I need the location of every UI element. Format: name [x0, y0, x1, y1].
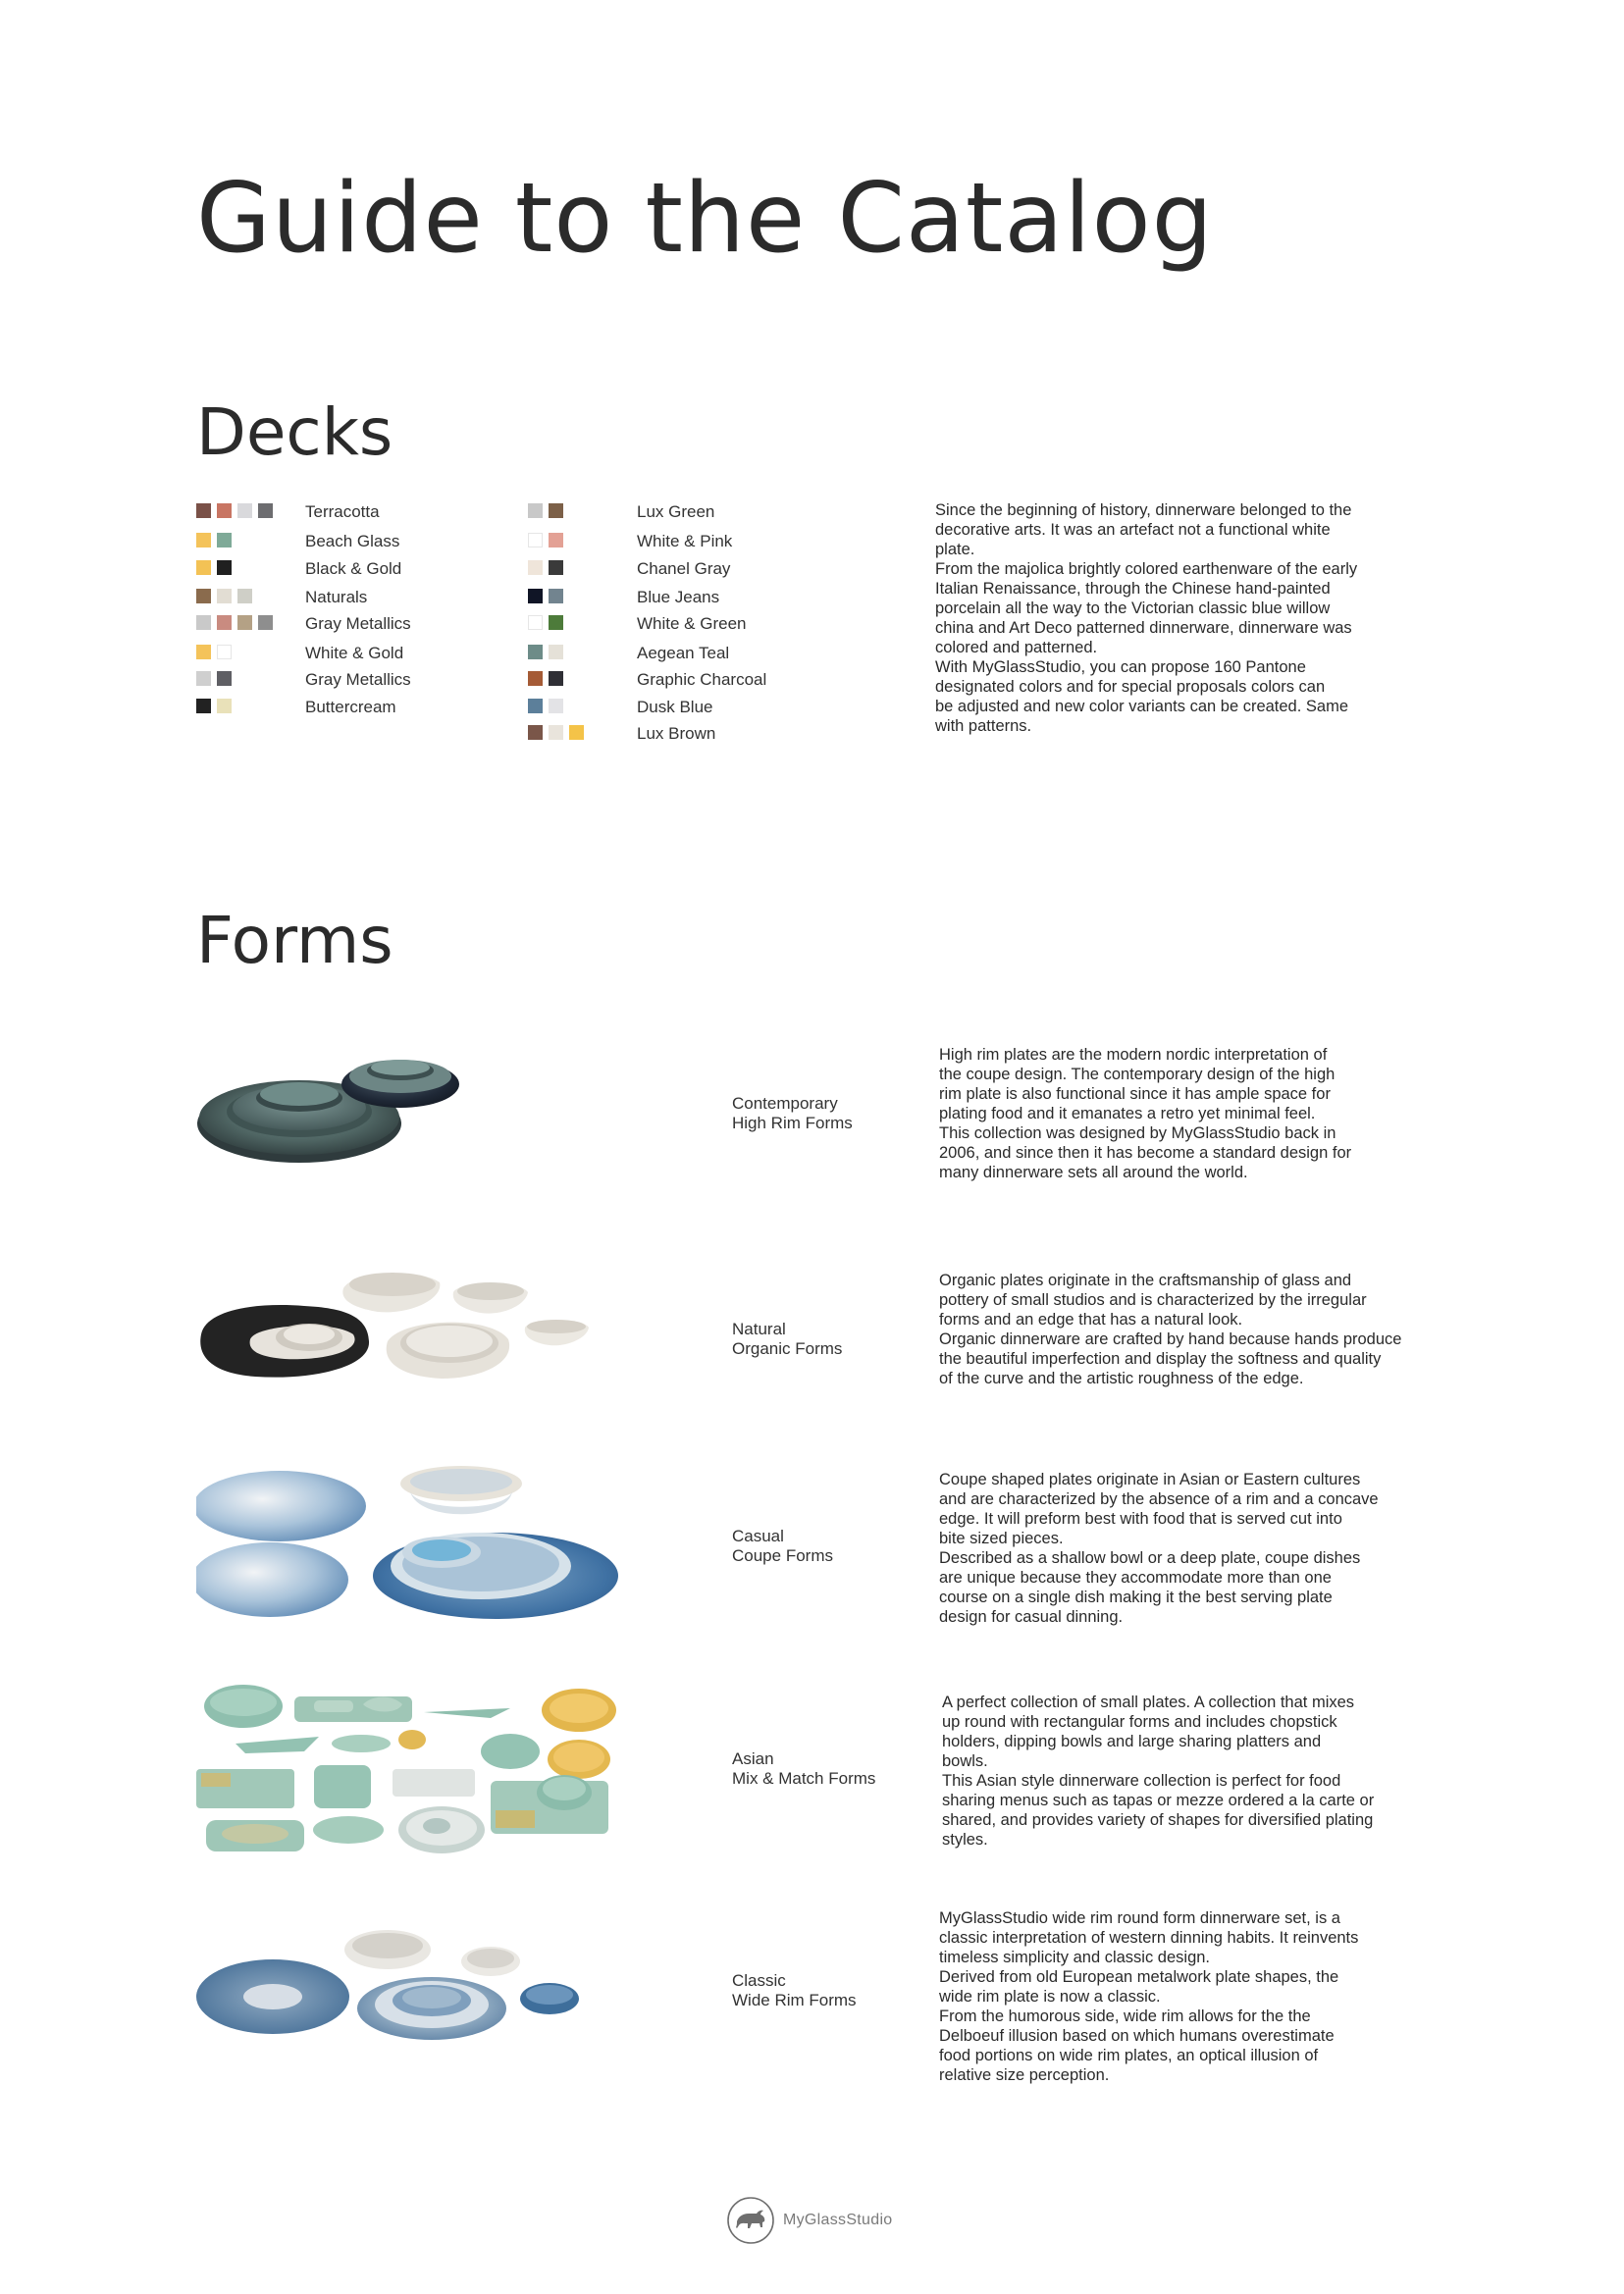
deck-label: Graphic Charcoal: [637, 670, 767, 689]
color-swatch: [196, 671, 211, 686]
color-swatch: [196, 589, 211, 603]
deck-label: Beach Glass: [305, 532, 400, 550]
color-swatch: [528, 671, 543, 686]
color-swatch: [549, 699, 563, 713]
color-swatch: [217, 533, 232, 547]
color-swatch: [196, 615, 211, 630]
form-description-high-rim: High rim plates are the modern nordic interpretation of the coupe design. The contemporary design of the high rim plate is also functional since it has ample space for plating food and it emanates a retro yet minimal feel. This collection was designed by MyGlassStudio back in 2006, and since then it has become a standard design for many dinnerware sets all around the world.: [939, 1046, 1352, 1181]
color-swatch: [217, 671, 232, 686]
color-swatch: [196, 503, 211, 518]
deck-label: White & Green: [637, 614, 747, 633]
deck-item: [196, 696, 510, 715]
decks-heading: Decks: [196, 394, 393, 470]
color-swatch: [549, 533, 563, 547]
color-swatch: [528, 645, 543, 659]
deck-swatches: [196, 560, 232, 575]
deck-item: [528, 642, 842, 661]
color-swatch: [549, 671, 563, 686]
deck-item: [196, 668, 510, 688]
deck-label: Aegean Teal: [637, 644, 730, 662]
asian-plates-image: [196, 1683, 628, 1859]
deck-swatches: [528, 560, 563, 575]
deck-swatches: [528, 533, 563, 547]
color-swatch: [196, 560, 211, 575]
color-swatch: [528, 560, 543, 575]
wide-rim-plates-image: [196, 1926, 628, 2054]
deck-swatches: [196, 615, 273, 630]
color-swatch: [217, 503, 232, 518]
color-swatch: [528, 589, 543, 603]
color-swatch: [528, 533, 543, 547]
deck-swatches: [528, 503, 563, 518]
color-swatch: [549, 615, 563, 630]
deck-swatches: [196, 589, 252, 603]
color-swatch: [196, 645, 211, 659]
form-description-organic: Organic plates originate in the craftsmanship of glass and pottery of small studios and is characterized by the irregular forms and an edge that has a natural look. Organic dinnerware are crafted by hand because hands produce the beautiful imperfection and display the softness and quality of the curve and the artistic roughness of the edge.: [939, 1272, 1402, 1387]
deck-swatches: [196, 503, 273, 518]
color-swatch: [196, 533, 211, 547]
form-label-asian: Asian Mix & Match Forms: [732, 1749, 876, 1788]
deck-label: Terracotta: [305, 502, 380, 521]
color-swatch: [528, 615, 543, 630]
color-swatch: [528, 503, 543, 518]
deck-item: [528, 586, 842, 605]
deck-item: [528, 696, 842, 715]
color-swatch: [217, 699, 232, 713]
deck-label: Gray Metallics: [305, 614, 411, 633]
deck-item: [196, 530, 510, 549]
deck-item: [528, 557, 842, 577]
deck-swatches: [528, 589, 563, 603]
coupe-plates-image: [196, 1462, 628, 1629]
color-swatch: [569, 725, 584, 740]
color-swatch: [549, 589, 563, 603]
deck-label: Gray Metallics: [305, 670, 411, 689]
color-swatch: [217, 589, 232, 603]
form-label-high-rim: Contemporary High Rim Forms: [732, 1094, 853, 1132]
form-label-wide-rim: Classic Wide Rim Forms: [732, 1971, 857, 2009]
color-swatch: [549, 560, 563, 575]
deck-swatches: [528, 725, 584, 740]
bull-logo-icon: [726, 2196, 775, 2245]
deck-item: [196, 612, 510, 632]
color-swatch: [217, 560, 232, 575]
organic-plates-image: [196, 1261, 628, 1388]
deck-swatches: [528, 645, 563, 659]
deck-label: Lux Green: [637, 502, 715, 521]
form-description-asian: A perfect collection of small plates. A collection that mixes up round with rectangular forms and includes chopstick holders, dipping bowls and large sharing platters and bowls. This Asian style dinnerware collection is perfect for food sharing menus such as tapas or mezze ordered a la carte or shared, and provides variety of shapes for diversified plating styles.: [942, 1694, 1375, 1849]
deck-label: White & Pink: [637, 532, 733, 550]
deck-label: Buttercream: [305, 698, 396, 716]
color-swatch: [217, 645, 232, 659]
high-rim-plates-image: [196, 1047, 628, 1165]
deck-swatches: [196, 645, 232, 659]
form-label-organic: Natural Organic Forms: [732, 1320, 843, 1358]
deck-label: Blue Jeans: [637, 588, 720, 606]
deck-item: [196, 557, 510, 577]
deck-label: White & Gold: [305, 644, 404, 662]
color-swatch: [528, 699, 543, 713]
deck-label: Chanel Gray: [637, 559, 731, 578]
deck-item: [528, 722, 842, 742]
color-swatch: [237, 589, 252, 603]
color-swatch: [549, 645, 563, 659]
deck-swatches: [196, 533, 232, 547]
color-swatch: [258, 503, 273, 518]
deck-swatches: [196, 671, 232, 686]
form-label-coupe: Casual Coupe Forms: [732, 1527, 833, 1565]
deck-item: [528, 530, 842, 549]
footer-brand-name: MyGlassStudio: [783, 2212, 893, 2228]
color-swatch: [237, 615, 252, 630]
footer-logo: [726, 2196, 893, 2245]
deck-item: [528, 500, 842, 520]
color-swatch: [528, 725, 543, 740]
form-description-coupe: Coupe shaped plates originate in Asian or Eastern cultures and are characterized by the absence of a rim and a concave edge. It will preform best with food that is served cut into bite sized pieces. Described as a shallow bowl or a deep plate, coupe dishes are unique because they accommodate more than one course on a single dish making it the best serving plate design for casual dinning.: [939, 1471, 1379, 1626]
deck-swatches: [196, 699, 232, 713]
deck-swatches: [528, 615, 563, 630]
deck-label: Black & Gold: [305, 559, 402, 578]
deck-item: [528, 668, 842, 688]
deck-item: [196, 500, 510, 520]
deck-item: [196, 586, 510, 605]
deck-item: [196, 642, 510, 661]
color-swatch: [217, 615, 232, 630]
color-swatch: [549, 503, 563, 518]
color-swatch: [549, 725, 563, 740]
forms-heading: Forms: [196, 903, 393, 978]
deck-label: Naturals: [305, 588, 368, 606]
color-swatch: [237, 503, 252, 518]
color-swatch: [258, 615, 273, 630]
page-title: Guide to the Catalog: [196, 163, 1214, 275]
deck-swatches: [528, 699, 563, 713]
decks-description: Since the beginning of history, dinnerware belonged to the decorative arts. It was an artefact not a functional white plate. From the majolica brightly colored earthenware of the early Italian Renaissance, through the Chinese hand-painted porcelain all the way to the Victorian classic blue willow china and Art Deco patterned dinnerware, dinnerware was colored and patterned. With MyGlassStudio, you can propose 160 Pantone designated colors and for special proposals colors can be adjusted and new color variants can be created. Same with patterns.: [935, 501, 1358, 735]
deck-swatches: [528, 671, 563, 686]
deck-label: Lux Brown: [637, 724, 716, 743]
form-description-wide-rim: MyGlassStudio wide rim round form dinnerware set, is a classic interpretation of western dinning habits. It reinvents timeless simplicity and classic design. Derived from old European metalwork plate shapes, the wide rim plate is now a classic. From the humorous side, wide rim allows for the the Delboeuf illusion based on which humans overestimate food portions on wide rim plates, an optical illusion of relative size perception.: [939, 1909, 1359, 2084]
deck-item: [528, 612, 842, 632]
color-swatch: [196, 699, 211, 713]
deck-label: Dusk Blue: [637, 698, 713, 716]
